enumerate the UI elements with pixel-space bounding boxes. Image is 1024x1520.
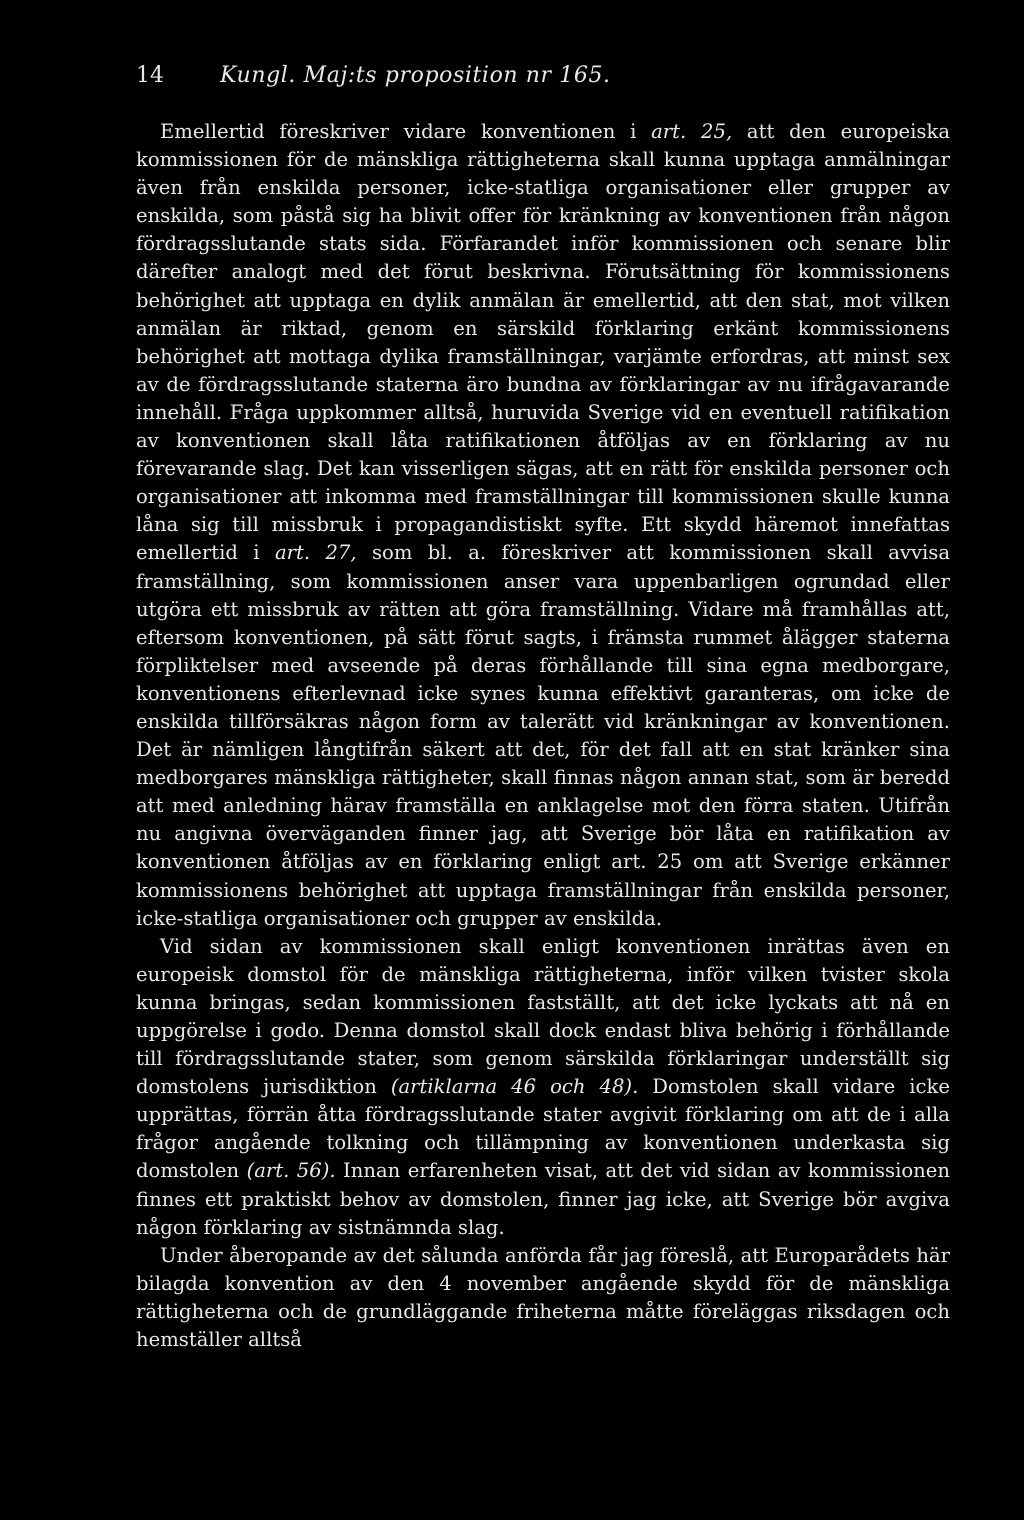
article-reference: (art. 56). bbox=[246, 1159, 336, 1183]
text-run: Under åberopande av det sålunda anförda får jag föreslå, att Europarådets här bilagda konvention av den 4 november angående skydd för de mänskliga rättigheterna och de grundläggande friheterna måtte föreläggas riksdagen och hemställer alltså bbox=[136, 1243, 950, 1352]
page-number: 14 bbox=[136, 63, 164, 88]
body-text bbox=[136, 118, 950, 1354]
paragraph-3 bbox=[136, 1242, 950, 1354]
text-run: att den europeiska kommissionen för de mänskliga rättigheterna skall kunna upptaga anmälningar även från enskilda personer, icke-statliga organisationer eller grupper av enskilda, som påstå sig ha blivit offer för kränkning av konventionen från någon fördragsslutande stats sida. Förfarandet inför kommissionen och senare blir därefter analogt med det förut beskrivna. Förutsättning för kommissionens behörighet att upptaga en dylik anmälan är emellertid, att den stat, mot vilken anmälan är riktad, genom en särskild förklaring erkänt kommissionens behörighet att mottaga dylika framställningar, varjämte erfordras, att minst sex av de fördragsslutande staterna äro bundna av förklaringar av nu ifrågavarande innehåll. Fråga uppkommer alltså, huruvida Sverige vid en eventuell ratifikation av konventionen skall låta ratifikationen åtföljas av en förklaring av nu förevarande slag. Det kan visserligen sägas, att en rätt för enskilda personer och organisationer att inkomma med framställningar till kommissionen skulle kunna låna sig till missbruk i propagandistiskt syfte. Ett skydd häremot innefattas emellertid i bbox=[136, 120, 950, 565]
paragraph-2 bbox=[136, 933, 950, 1242]
text-run: Domstolen skall vidare icke upprättas, förrän åtta fördragsslutande stater avgivit förklaring om att de i alla frågor angående tolkning och tillämpning av konventionen underkasta sig domstolen bbox=[136, 1075, 950, 1183]
text-run: Emellertid föreskriver vidare konventionen i bbox=[160, 120, 652, 143]
running-header bbox=[136, 62, 950, 90]
running-title: Kungl. Maj:ts proposition nr 165. bbox=[220, 63, 611, 88]
article-reference: art. 25, bbox=[651, 120, 733, 143]
text-run: Innan erfarenheten visat, att det vid sidan av kommissionen finnes ett praktiskt behov av domstolen, finner jag icke, att Sverige bör avgiva någon förklaring av sistnämnda slag. bbox=[136, 1159, 950, 1239]
article-reference: (artiklarna 46 och 48). bbox=[390, 1075, 639, 1099]
text-run: som bl. a. föreskriver att kommissionen skall avvisa framställning, som kommissionen anser vara uppenbarligen ogrundad eller utgöra ett missbruk av rätten att göra framställning. Vidare må framhållas att, eftersom konventionen, på sätt förut sagts, i främsta rummet ålägger staterna förpliktelser med avseende på deras förhållande till sina egna medborgare, konventionens efterlevnad icke synes kunna effektivt garanteras, om icke de enskilda tillförsäkras någon form av talerätt vid kränkningar av konventionen. Det är nämligen långtifrån säkert att det, för det fall att en stat kränker sina medborgares mänskliga rättigheter, skall finnas någon annan stat, som är beredd att med anledning härav framställa en anklagelse mot den förra staten. Utifrån nu angivna överväganden finner jag, att Sverige bör låta en ratifikation av konventionen åtföljas av en förklaring enligt art. 25 om att Sverige erkänner kommissionens behörighet att upptaga framställningar från enskilda personer, icke-statliga organisationer och grupper av enskilda. bbox=[136, 541, 951, 930]
paragraph-1 bbox=[136, 118, 950, 933]
text-run: Vid sidan av kommissionen skall enligt konventionen inrättas även en europeisk domstol för de mänskliga rättigheterna, inför vilken tvister skola kunna bringas, sedan kommissionen fastställt, att det icke lyckats att nå en uppgörelse i godo. Denna domstol skall dock endast bliva behörig i förhållande till fördragsslutande stater, som genom särskilda förklaringar underställt sig domstolens jurisdiktion bbox=[136, 934, 950, 1099]
article-reference: art. 27, bbox=[274, 541, 357, 565]
